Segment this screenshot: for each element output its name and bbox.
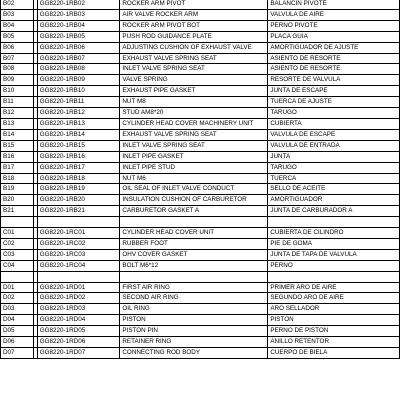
part-number-cell: GG8220-1RB13 — [37, 118, 120, 129]
table-row — [1, 20, 400, 31]
item-code-cell: C03 — [1, 249, 34, 260]
part-number-cell — [37, 271, 120, 282]
table-row — [1, 260, 400, 271]
spanish-name-cell: AMORTIGUADOR DE AJUSTE — [268, 42, 400, 53]
spanish-name-cell: ARO SELLADOR — [268, 304, 400, 315]
spanish-name-cell: PERNO — [268, 260, 400, 271]
english-name-cell: OIL SEAL OF INLET VALVE CONDUCT — [120, 184, 268, 195]
part-number-cell: GG8220-1RB02 — [37, 0, 120, 9]
part-number-cell: GG8220-1RB21 — [37, 206, 120, 217]
part-number-cell: GG8220-1RB18 — [37, 173, 120, 184]
part-number-cell: GG8220-1RB07 — [37, 53, 120, 64]
item-code-cell: B15 — [1, 140, 34, 151]
table-row — [1, 0, 400, 9]
table-row — [1, 53, 400, 64]
english-name-cell: OHV COVER GASKET — [120, 249, 268, 260]
spanish-name-cell: JUNTA DE ESCAPE — [268, 86, 400, 97]
english-name-cell: ROCKER ARM PIVOT — [120, 0, 268, 9]
spanish-name-cell: PRIMER ARO DE AIRE — [268, 282, 400, 293]
english-name-cell: CYLINDER HEAD COVER UNIT — [120, 228, 268, 239]
item-code-cell: B03 — [1, 9, 34, 20]
english-name-cell: RUBBER FOOT — [120, 238, 268, 249]
table-row — [1, 118, 400, 129]
part-number-cell: GG8220-1RD03 — [37, 304, 120, 315]
spacer-row — [1, 217, 400, 228]
item-code-cell: B10 — [1, 86, 34, 97]
english-name-cell: PISTON — [120, 315, 268, 326]
table-row — [1, 64, 400, 75]
part-number-cell: GG8220-1RD01 — [37, 282, 120, 293]
table-row — [1, 151, 400, 162]
part-number-cell: GG8220-1RC02 — [37, 238, 120, 249]
english-name-cell: INLET VALVE SPRING SEAT — [120, 64, 268, 75]
english-name-cell: RETAINER RING — [120, 337, 268, 348]
english-name-cell: NUT M6 — [120, 173, 268, 184]
part-number-cell: GG8220-1RD02 — [37, 293, 120, 304]
spanish-name-cell: TARUGO — [268, 108, 400, 119]
item-code-cell: B19 — [1, 184, 34, 195]
item-code-cell — [1, 271, 34, 282]
table-row — [1, 162, 400, 173]
part-number-cell: GG8220-1RD04 — [37, 315, 120, 326]
part-number-cell: GG8220-1RB05 — [37, 31, 120, 42]
spanish-name-cell: PERNO PIVOTE — [268, 20, 400, 31]
part-number-cell: GG8220-1RB03 — [37, 9, 120, 20]
item-code-cell: D01 — [1, 282, 34, 293]
table-row — [1, 184, 400, 195]
english-name-cell: EXHAUST VALVE SPRING SEAT — [120, 129, 268, 140]
table-row — [1, 75, 400, 86]
table-row — [1, 315, 400, 326]
english-name-cell: ROCKER ARM PIVOT BOT — [120, 20, 268, 31]
item-code-cell: B13 — [1, 118, 34, 129]
spanish-name-cell: CUBIERTA — [268, 118, 400, 129]
english-name-cell — [120, 271, 268, 282]
table-row — [1, 326, 400, 337]
spanish-name-cell: VALVULA DE ESCAPE — [268, 129, 400, 140]
english-name-cell: CARBURETOR GASKET A — [120, 206, 268, 217]
spanish-name-cell: SEGUNDO ARO DE AIRE — [268, 293, 400, 304]
part-number-cell: GG8220-1RC01 — [37, 228, 120, 239]
spanish-name-cell: TUERCA DE AJUSTE — [268, 97, 400, 108]
english-name-cell: ADJUSTING CUSHION OF EXHAUST VALVE — [120, 42, 268, 53]
spanish-name-cell: ASIENTO DE RESORTE — [268, 53, 400, 64]
table-row — [1, 238, 400, 249]
spanish-name-cell: VALVULA DE ENTRADA — [268, 140, 400, 151]
table-row — [1, 282, 400, 293]
table-row — [1, 347, 400, 358]
item-code-cell: B17 — [1, 162, 34, 173]
spanish-name-cell: BALANCIN PIVOTE — [268, 0, 400, 9]
item-code-cell: B12 — [1, 108, 34, 119]
item-code-cell: B20 — [1, 195, 34, 206]
part-number-cell: GG8220-1RB04 — [37, 20, 120, 31]
spanish-name-cell: TARUGO — [268, 162, 400, 173]
parts-table-body — [1, 0, 400, 358]
spanish-name-cell: ANILLO RETENTOR — [268, 337, 400, 348]
spanish-name-cell: PISTON — [268, 315, 400, 326]
spanish-name-cell: SELLO DE ACEITE — [268, 184, 400, 195]
spanish-name-cell: ASIENTO DE RESORTE — [268, 64, 400, 75]
english-name-cell — [120, 217, 268, 228]
table-row — [1, 195, 400, 206]
english-name-cell: INSULATION CUSHION OF CARBURETOR — [120, 195, 268, 206]
item-code-cell: B11 — [1, 97, 34, 108]
item-code-cell: C02 — [1, 238, 34, 249]
table-row — [1, 206, 400, 217]
part-number-cell: GG8220-1RB16 — [37, 151, 120, 162]
english-name-cell: EXHAUST VALVE SPRING SEAT — [120, 53, 268, 64]
spanish-name-cell: RESORTE DE VALVULA — [268, 75, 400, 86]
item-code-cell: C04 — [1, 260, 34, 271]
english-name-cell: PISTON PIN — [120, 326, 268, 337]
spanish-name-cell — [268, 217, 400, 228]
english-name-cell: PUSH ROD GUIDANCE PLATE — [120, 31, 268, 42]
english-name-cell: INLET PIPE GASKET — [120, 151, 268, 162]
item-code-cell: D04 — [1, 315, 34, 326]
part-number-cell: GG8220-1RB19 — [37, 184, 120, 195]
part-number-cell: GG8220-1RB17 — [37, 162, 120, 173]
table-row — [1, 42, 400, 53]
part-number-cell: GG8220-1RD06 — [37, 337, 120, 348]
item-code-cell: B09 — [1, 75, 34, 86]
spanish-name-cell: CUBIERTA DE CILINDRO — [268, 228, 400, 239]
spanish-name-cell: JUNTA — [268, 151, 400, 162]
item-code-cell: B08 — [1, 64, 34, 75]
table-row — [1, 293, 400, 304]
part-number-cell: GG8220-1RB10 — [37, 86, 120, 97]
part-number-cell: GG8220-1RB12 — [37, 108, 120, 119]
english-name-cell: INLET VALVE SPRING SEAT — [120, 140, 268, 151]
part-number-cell: GG8220-1RB20 — [37, 195, 120, 206]
english-name-cell: FIRST AIR RING — [120, 282, 268, 293]
spanish-name-cell: AMORTIGUADOR — [268, 195, 400, 206]
spanish-name-cell: CUERPO DE BIELA — [268, 347, 400, 358]
spacer-row — [1, 271, 400, 282]
english-name-cell: BOLT M6*12 — [120, 260, 268, 271]
item-code-cell: B16 — [1, 151, 34, 162]
english-name-cell: INLET PIPE STUD — [120, 162, 268, 173]
english-name-cell: OIL RING — [120, 304, 268, 315]
part-number-cell: GG8220-1RB11 — [37, 97, 120, 108]
item-code-cell — [1, 217, 34, 228]
english-name-cell: NUT M8 — [120, 97, 268, 108]
part-number-cell — [37, 217, 120, 228]
part-number-cell: GG8220-1RC03 — [37, 249, 120, 260]
english-name-cell: CYLINDER HEAD COVER MACHINERY UNIT — [120, 118, 268, 129]
spanish-name-cell: PERNO DE PISTON — [268, 326, 400, 337]
spanish-name-cell: VALVULA DE AIRE — [268, 9, 400, 20]
part-number-cell: GG8220-1RB15 — [37, 140, 120, 151]
table-row — [1, 337, 400, 348]
part-number-cell: GG8220-1RB14 — [37, 129, 120, 140]
spanish-name-cell: JUNTA DE TAPA DE VALVULA — [268, 249, 400, 260]
table-row — [1, 249, 400, 260]
part-number-cell: GG8220-1RD05 — [37, 326, 120, 337]
item-code-cell: B14 — [1, 129, 34, 140]
item-code-cell: B21 — [1, 206, 34, 217]
item-code-cell: D05 — [1, 326, 34, 337]
item-code-cell: B04 — [1, 20, 34, 31]
item-code-cell: D02 — [1, 293, 34, 304]
part-number-cell: GG8220-1RB08 — [37, 64, 120, 75]
english-name-cell: CONNECTING ROD BODY — [120, 347, 268, 358]
item-code-cell: B06 — [1, 42, 34, 53]
part-number-cell: GG8220-1RD07 — [37, 347, 120, 358]
item-code-cell: D03 — [1, 304, 34, 315]
english-name-cell: EXHAUST PIPE GASKET — [120, 86, 268, 97]
spanish-name-cell — [268, 271, 400, 282]
spanish-name-cell: PIE DE GOMA — [268, 238, 400, 249]
item-code-cell: C01 — [1, 228, 34, 239]
table-row — [1, 228, 400, 239]
item-code-cell: B05 — [1, 31, 34, 42]
table-row — [1, 31, 400, 42]
english-name-cell: SECOND AIR RING — [120, 293, 268, 304]
part-number-cell: GG8220-1RC04 — [37, 260, 120, 271]
item-code-cell: B07 — [1, 53, 34, 64]
spanish-name-cell: TUERCA — [268, 173, 400, 184]
item-code-cell: D07 — [1, 347, 34, 358]
table-row — [1, 9, 400, 20]
table-row — [1, 86, 400, 97]
table-row — [1, 129, 400, 140]
english-name-cell: AIR VALVE ROCKER ARM — [120, 9, 268, 20]
item-code-cell: D06 — [1, 337, 34, 348]
spanish-name-cell: JUNTA DE CARBURADOR A — [268, 206, 400, 217]
part-number-cell: GG8220-1RB06 — [37, 42, 120, 53]
spanish-name-cell: PLACA GUIA — [268, 31, 400, 42]
item-code-cell: B18 — [1, 173, 34, 184]
english-name-cell: STUD AM8*20 — [120, 108, 268, 119]
item-code-cell: B02 — [1, 0, 34, 9]
part-number-cell: GG8220-1RB09 — [37, 75, 120, 86]
table-row — [1, 304, 400, 315]
table-row — [1, 108, 400, 119]
english-name-cell: VALVE SPRING — [120, 75, 268, 86]
table-row — [1, 173, 400, 184]
table-row — [1, 140, 400, 151]
table-row — [1, 97, 400, 108]
